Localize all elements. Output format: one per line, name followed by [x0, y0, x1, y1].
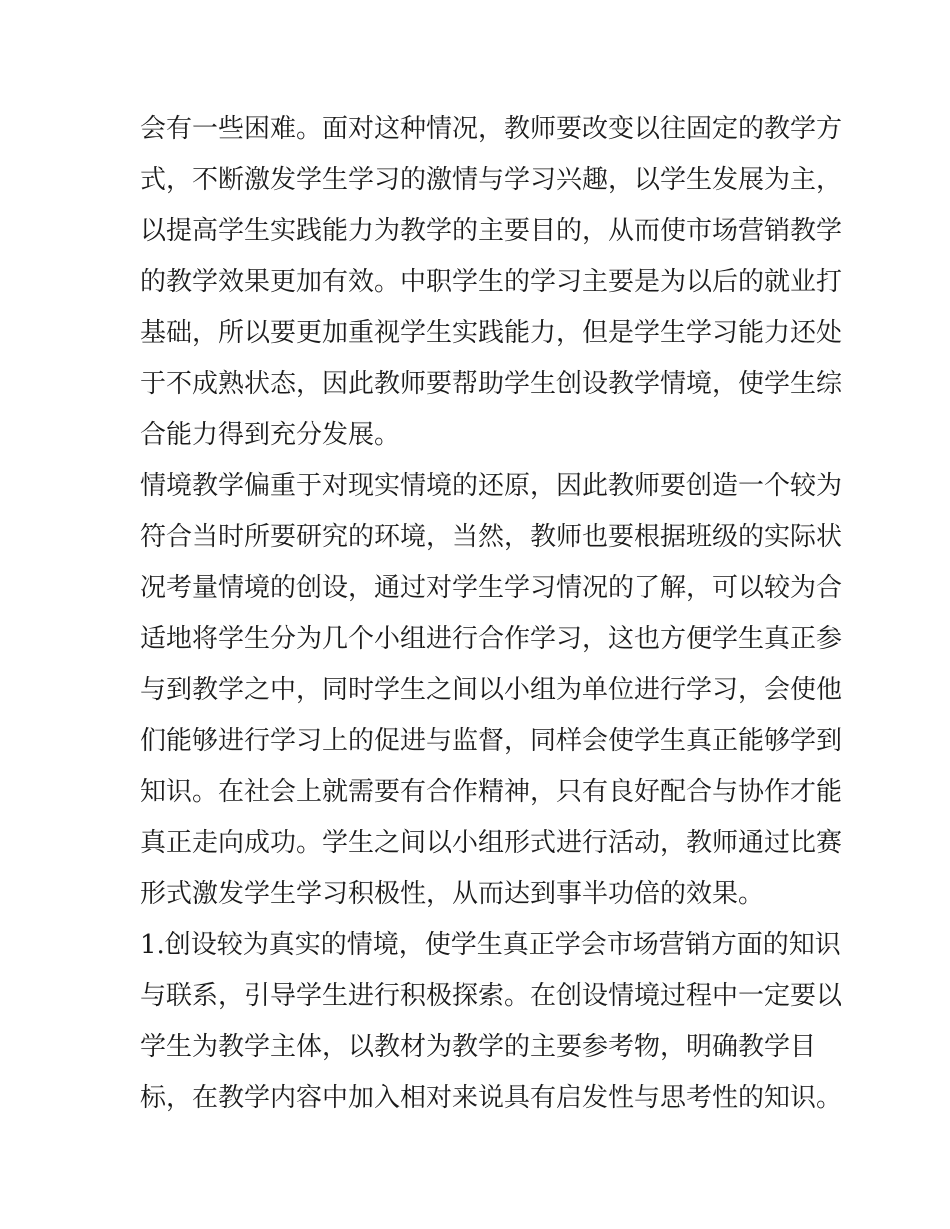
- text-line: 会有一些困难。面对这种情况，教师要改变以往固定的教学方: [140, 114, 843, 144]
- text-line: 与联系，引导学生进行积极探索。在创设情境过程中一定要以: [140, 981, 843, 1011]
- text-line: 况考量情境的创设，通过对学生学习情况的了解，可以较为合: [140, 573, 843, 603]
- text-line: 式，不断激发学生学习的激情与学习兴趣，以学生发展为主，: [140, 165, 843, 195]
- text-line: 以提高学生实践能力为教学的主要目的，从而使市场营销教学: [140, 216, 843, 246]
- text-line: 们能够进行学习上的促进与监督，同样会使学生真正能够学到: [140, 726, 843, 756]
- text-line: 真正走向成功。学生之间以小组形式进行活动，教师通过比赛: [140, 828, 843, 858]
- text-line: 学生为教学主体，以教材为教学的主要参考物，明确教学目: [140, 1032, 817, 1062]
- text-line: 情境教学偏重于对现实情境的还原，因此教师要创造一个较为: [140, 471, 843, 501]
- text-line: 适地将学生分为几个小组进行合作学习，这也方便学生真正参: [140, 624, 843, 654]
- text-line: 标，在教学内容中加入相对来说具有启发性与思考性的知识。: [140, 1083, 843, 1113]
- text-line: 的教学效果更加有效。中职学生的学习主要是为以后的就业打: [140, 267, 843, 297]
- text-line: 知识。在社会上就需要有合作精神，只有良好配合与协作才能: [140, 777, 843, 807]
- text-line: 合能力得到充分发展。: [140, 420, 401, 450]
- text-line: 于不成熟状态，因此教师要帮助学生创设教学情境，使学生综: [140, 369, 843, 399]
- text-line: 形式激发学生学习积极性，从而达到事半功倍的效果。: [140, 879, 765, 909]
- text-line: 与到教学之中，同时学生之间以小组为单位进行学习，会使他: [140, 675, 843, 705]
- body-text: [140, 104, 843, 1124]
- text-line: 1.创设较为真实的情境，使学生真正学会市场营销方面的知识: [140, 930, 841, 960]
- text-line: 基础，所以要更加重视学生实践能力，但是学生学习能力还处: [140, 318, 843, 348]
- text-line: 符合当时所要研究的环境，当然，教师也要根据班级的实际状: [140, 522, 843, 552]
